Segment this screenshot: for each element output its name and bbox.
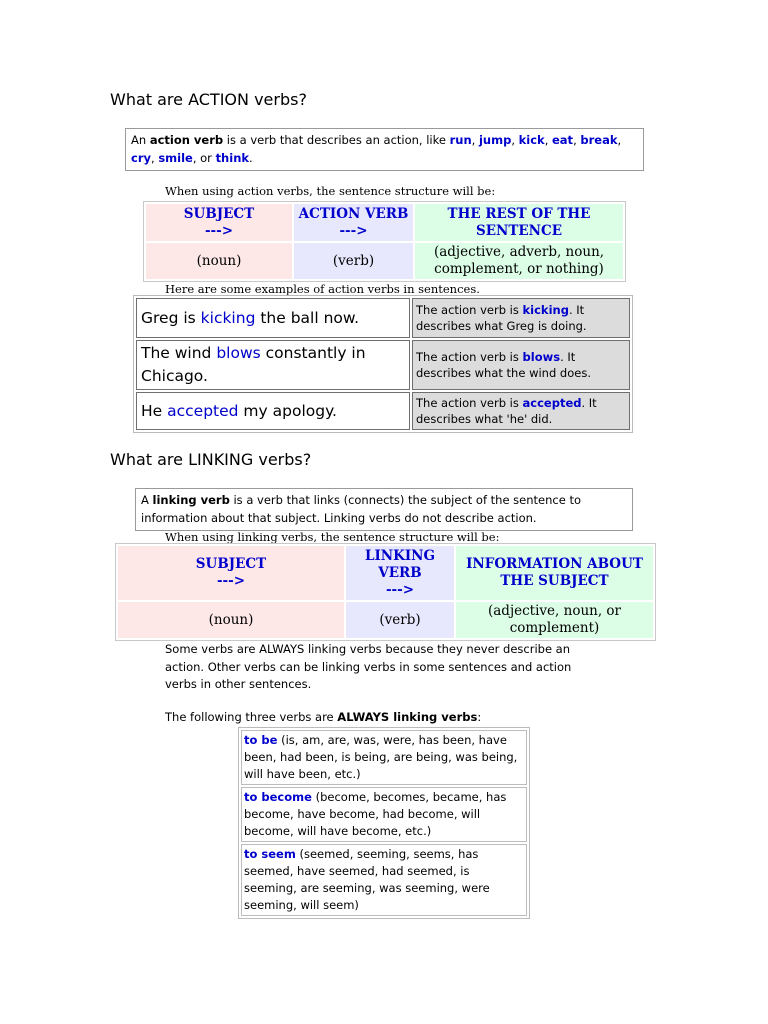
action-verb-term: action verb — [149, 133, 224, 147]
example-sentence: The wind blows constantly in Chicago. — [136, 340, 410, 390]
always-linking-verbs-table — [238, 727, 530, 919]
example-verb: run — [449, 133, 472, 147]
example-verb: smile — [158, 150, 193, 165]
action-structure-intro: When using action verbs, the sentence structure will be: — [165, 184, 496, 198]
example-note: The action verb is kicking. It describes what Greg is doing. — [412, 298, 630, 338]
linking-verb-row: to be (is, am, are, was, were, has been, have been, had been, is being, are being, was being, will have been, etc.) — [241, 730, 527, 785]
linking-explanation: Some verbs are ALWAYS linking verbs because they never describe an action. Other verbs can be linking verbs in some sentences and action verbs in other sentences. — [165, 642, 572, 691]
subject-header: SUBJECT ---> — [118, 546, 344, 600]
action-examples-table — [133, 295, 633, 433]
linking-definition-box: A linking verb is a verb that links (connects) the subject of the sentence to information about that subject. Linking verbs do not describe action. — [135, 488, 633, 531]
example-note: The action verb is accepted. It describes what 'he' did. — [412, 392, 630, 430]
example-sentence: Greg is kicking the ball now. — [136, 298, 410, 338]
example-verb: eat — [552, 133, 574, 147]
info-header: INFORMATION ABOUT THE SUBJECT — [456, 546, 653, 600]
action-verb-header: ACTION VERB ---> — [294, 204, 413, 241]
example-verb: kick — [518, 133, 545, 147]
linking-structure-table — [115, 543, 656, 641]
linking-verb-header: LINKING VERB ---> — [346, 546, 454, 600]
example-verb: cry — [131, 150, 151, 165]
example-verb: think — [215, 150, 250, 165]
three-verbs-intro: The following three verbs are ALWAYS linking verbs: — [165, 710, 482, 724]
example-verb: break — [580, 133, 618, 147]
example-sentence: He accepted my apology. — [136, 392, 410, 430]
example-note: The action verb is blows. It describes what the wind does. — [412, 340, 630, 390]
subject-header: SUBJECT ---> — [146, 204, 292, 241]
linking-structure-intro: When using linking verbs, the sentence structure will be: — [165, 530, 500, 544]
rest-value: (adjective, adverb, noun, complement, or nothing) — [415, 243, 623, 279]
verb-value: (verb) — [294, 243, 413, 279]
linking-heading: What are LINKING verbs? — [110, 450, 312, 469]
linking-verb-row: to seem (seemed, seeming, seems, has seemed, have seemed, had seemed, is seeming, are seeming, was seeming, were seeming, will seem) — [241, 844, 527, 916]
subject-value: (noun) — [118, 602, 344, 638]
linking-verb-row: to become (become, becomes, became, has become, have become, had become, will become, will have become, etc.) — [241, 787, 527, 842]
rest-header: THE REST OF THE SENTENCE — [415, 204, 623, 241]
info-value: (adjective, noun, or complement) — [456, 602, 653, 638]
action-structure-table — [143, 201, 626, 282]
linking-verb-term: linking verb — [152, 493, 230, 507]
subject-value: (noun) — [146, 243, 292, 279]
action-heading: What are ACTION verbs? — [110, 90, 307, 109]
examples-intro: Here are some examples of action verbs in sentences. — [165, 282, 480, 296]
example-verb: jump — [478, 133, 512, 147]
verb-value: (verb) — [346, 602, 454, 638]
action-definition-box: An action verb is a verb that describes an action, like run, jump, kick, eat, break, cry, smile, or think. — [125, 128, 644, 171]
